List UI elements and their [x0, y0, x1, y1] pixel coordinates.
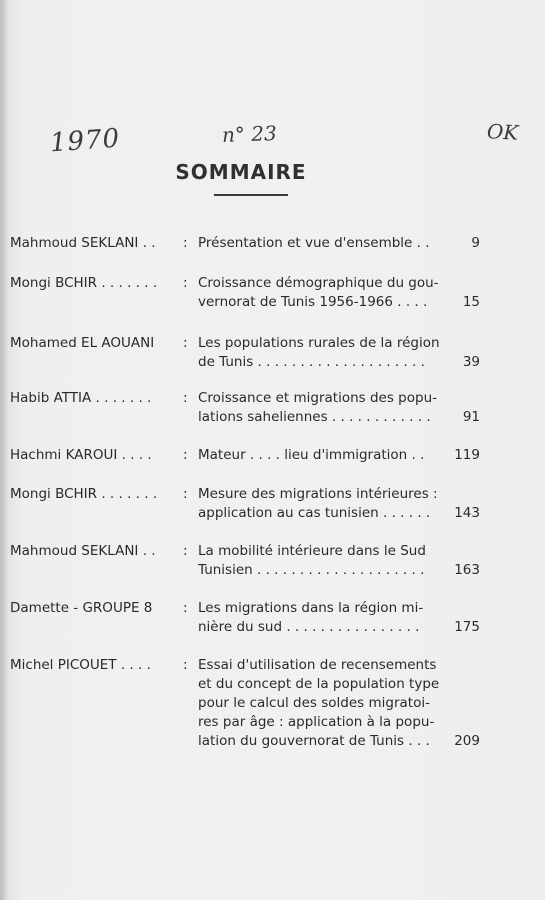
binding-shadow [0, 0, 8, 900]
toc-page-number: 15 [462, 294, 480, 310]
toc-page-number: 119 [454, 447, 480, 463]
toc-page-number: 143 [454, 505, 480, 521]
toc-colon: : [183, 657, 188, 673]
toc-title: Essai d'utilisation de recensements et du concept de la population type pour le calcul des soldes migratoi- res par âge : application à la popu- lation du gouvernorat de Tunis . . . [198, 657, 440, 749]
toc-colon: : [183, 275, 188, 291]
toc-colon: : [183, 600, 188, 616]
toc-title: Mesure des migrations intérieures : application au cas tunisien . . . . . . [198, 486, 438, 521]
toc-author: Mongi BCHIR . . . . . . . [10, 486, 158, 502]
toc-page-number: 175 [454, 619, 480, 635]
toc-colon: : [183, 390, 188, 406]
handwritten-number: n° 23 [221, 121, 278, 147]
toc-page-number: 39 [462, 354, 480, 370]
toc-author: Michel PICOUET . . . . [10, 657, 151, 673]
title-underline [214, 194, 288, 196]
toc-author: Mongi BCHIR . . . . . . . [10, 275, 158, 291]
toc-colon: : [183, 335, 188, 351]
toc-page-number: 163 [454, 562, 480, 578]
toc-title: Les migrations dans la région mi- nière du sud . . . . . . . . . . . . . . . . [198, 600, 424, 635]
page-title: SOMMAIRE [175, 160, 307, 184]
toc-page-number: 9 [471, 235, 480, 251]
toc-author: Habib ATTIA . . . . . . . [10, 390, 152, 406]
toc-colon: : [183, 543, 188, 559]
toc-page-number: 91 [462, 409, 480, 425]
toc-title: Croissance démographique du gou- vernorat de Tunis 1956-1966 . . . . [198, 275, 439, 310]
toc-title: Les populations rurales de la région de Tunis . . . . . . . . . . . . . . . . . . . . [198, 335, 440, 370]
toc-title: Mateur . . . . lieu d'immigration . . [198, 447, 425, 463]
toc-author: Mohamed EL AOUANI [10, 335, 155, 351]
handwritten-year: 1970 [49, 123, 122, 159]
toc-colon: : [183, 486, 188, 502]
toc-title: Présentation et vue d'ensemble . . [198, 235, 430, 251]
toc-title: La mobilité intérieure dans le Sud Tunisien . . . . . . . . . . . . . . . . . . . . [198, 543, 426, 578]
toc-colon: : [183, 447, 188, 463]
toc-author: Hachmi KAROUI . . . . [10, 447, 152, 463]
toc-colon: : [183, 235, 188, 251]
toc-author: Damette - GROUPE 8 [10, 600, 153, 616]
toc-page-number: 209 [454, 733, 480, 749]
handwritten-ok: OK [486, 119, 519, 145]
toc-title: Croissance et migrations des popu- lations saheliennes . . . . . . . . . . . . [198, 390, 437, 425]
toc-author: Mahmoud SEKLANI . . [10, 543, 156, 559]
toc-author: Mahmoud SEKLANI . . [10, 235, 156, 251]
